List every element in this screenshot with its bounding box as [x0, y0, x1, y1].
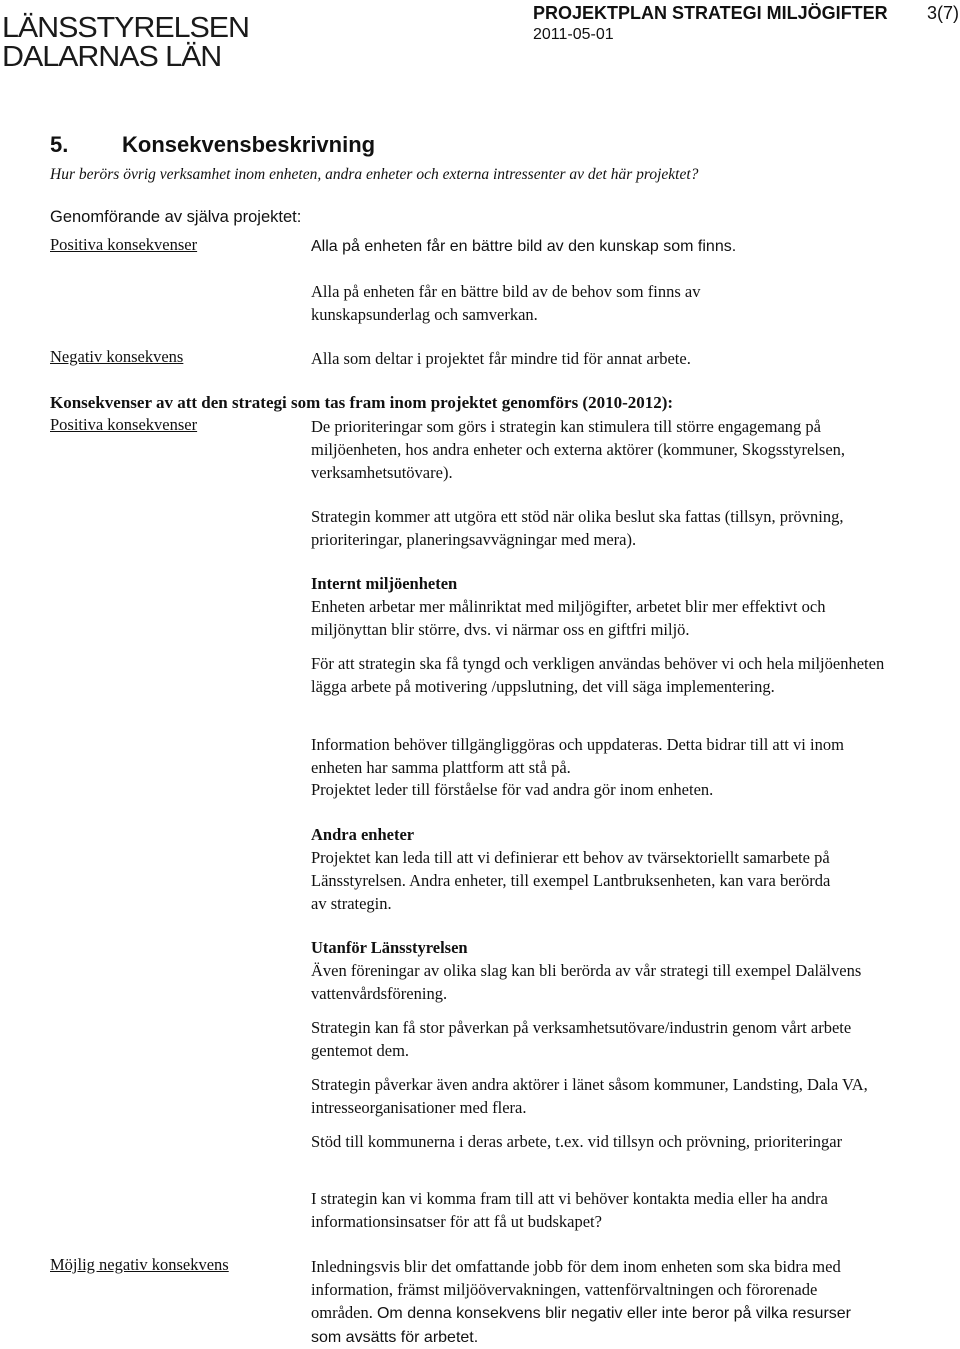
internal-paragraph-1: Enheten arbetar mer målinriktat med miljögifter, arbetet blir mer effektivt och miljönyttan blir större, dvs. vi närmar oss en giftfri miljö. — [311, 597, 826, 639]
part1-negative-1: Alla som deltar i projektet får mindre tid för annat arbete. — [311, 349, 691, 368]
part2-negative-label: Möjlig negativ konsekvens — [50, 1255, 229, 1274]
internal-paragraph-3: Information behöver tillgängliggöras och uppdateras. Detta bidrar till att vi inom enheten har samma plattform att stå på. — [311, 735, 844, 777]
negative-consequence-text-2: Om denna konsekvens blir negativ eller inte beror på vilka resurser som avsätts för arbetet. — [311, 1305, 851, 1346]
external-paragraph-1: Även föreningar av olika slag kan bli berörda av vår strategi till exempel Dalälvens vattenvårdsförening. — [311, 961, 862, 1003]
logo-line-1: LÄNSSTYRELSEN — [2, 12, 249, 44]
external-paragraph-3: Strategin påverkar även andra aktörer i länet såsom kommuner, Landsting, Dala VA, intresseorganisationer med flera. — [311, 1075, 868, 1117]
external-paragraph-4: Stöd till kommunerna i deras arbete, t.ex. vid tillsyn och prövning, prioriteringar — [311, 1132, 843, 1151]
part2-heading: Konsekvenser av att den strategi som tas fram inom projektet genomförs (2010-2012): — [50, 393, 674, 412]
other-units-heading: Andra enheter — [311, 825, 415, 844]
section-heading — [50, 132, 375, 158]
document-title: PROJEKTPLAN STRATEGI MILJÖGIFTER — [533, 3, 888, 23]
lansstyrelsen-logo — [2, 14, 249, 72]
other-units-paragraph: Projektet kan leda till att vi definierar ett behov av tvärsektoriellt samarbete på Länsstyrelsen. Andra enheter, till exempel Lantbruksenheten, kan vara berörda av strategin. — [311, 848, 831, 913]
part1-negative-label: Negativ konsekvens — [50, 347, 184, 366]
section-intro: Hur berörs övrig verksamhet inom enheten, andra enheter och externa intressenter av det här projektet? — [50, 166, 699, 183]
section-number: 5. — [50, 132, 69, 157]
part1-positive-2: Alla på enheten får en bättre bild av de behov som finns av kunskapsunderlag och samverkan. — [311, 282, 701, 324]
part2-positive-label: Positiva konsekvenser — [50, 415, 198, 434]
logo-line-2: DALARNAS LÄN — [2, 41, 222, 73]
page-number: 3(7) — [927, 3, 960, 23]
internal-paragraph-4: Projektet leder till förståelse för vad andra gör inom enheten. — [311, 780, 714, 799]
external-heading: Utanför Länsstyrelsen — [311, 938, 468, 957]
external-paragraph-5: I strategin kan vi komma fram till att vi behöver kontakta media eller ha andra informationsinsatser för att få ut budskapet? — [311, 1189, 828, 1231]
negative-consequence-text-1: Inledningsvis blir det omfattande jobb för dem inom enheten som ska bidra med information, främst miljöövervakningen, vattenförvaltningen och förorenade områden. — [311, 1257, 841, 1322]
part1-positive-label: Positiva konsekvenser — [50, 235, 198, 254]
external-paragraph-2: Strategin kan få stor påverkan på verksamhetsutövare/industrin genom vårt arbete gentemot dem. — [311, 1018, 852, 1060]
document-date: 2011-05-01 — [533, 26, 614, 43]
section-title: Konsekvensbeskrivning — [122, 132, 376, 157]
internal-paragraph-2: För att strategin ska få tyngd och verkligen användas behöver vi och hela miljöenheten lägga arbete på motivering /uppslutning, det vill säga implementering. — [311, 654, 885, 696]
part1-heading: Genomförande av själva projektet: — [50, 208, 302, 226]
part2-paragraph-2: Strategin kommer att utgöra ett stöd när olika beslut ska fattas (tillsyn, prövning, prioriteringar, planeringsavvägningar med mera). — [311, 507, 844, 549]
part2-negative-paragraph — [311, 1255, 881, 1349]
part1-positive-1: Alla på enheten får en bättre bild av den kunskap som finns. — [311, 238, 737, 255]
internal-heading: Internt miljöenheten — [311, 574, 458, 593]
part2-paragraph-1: De prioriteringar som görs i strategin kan stimulera till större engagemang på miljöenheten, hos andra enheter och externa aktörer (kommuner, Skogsstyrelsen, verksamhetsutövare). — [311, 417, 846, 482]
